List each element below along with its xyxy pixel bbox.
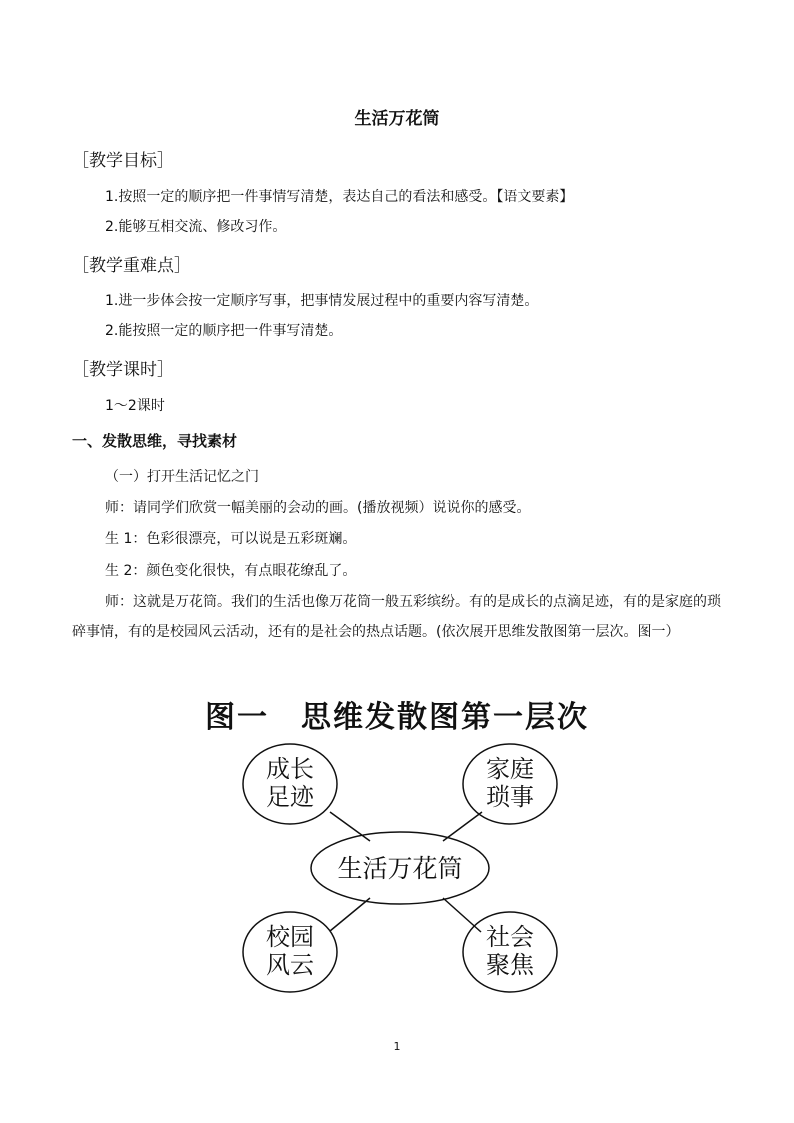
- dialogue-line-1: 师：请同学们欣赏一幅美丽的会动的画。(播放视频）说说你的感受。: [105, 500, 531, 516]
- node-2-line-2: 琐事: [486, 783, 534, 811]
- node-1-line-2: 足迹: [266, 783, 314, 811]
- periods-text: 1～2课时: [105, 398, 165, 414]
- page-number: 1: [393, 1040, 401, 1053]
- key-point-item-1: 1.进一步体会按一定顺序写事，把事情发展过程中的重要内容写清楚。: [105, 293, 539, 309]
- section-1-subheading: （一）打开生活记忆之门: [105, 469, 259, 485]
- heading-objectives: ［教学目标］: [72, 151, 174, 171]
- connector-bottom-left: [330, 898, 370, 931]
- figure-title: 图一 思维发散图第一层次: [205, 700, 589, 735]
- dialogue-line-2: 生 1：色彩很漂亮，可以说是五彩斑斓。: [105, 531, 357, 547]
- heading-key-points: ［教学重难点］: [72, 256, 191, 276]
- objective-item-1: 1.按照一定的顺序把一件事情写清楚，表达自己的看法和感受。【语文要素】: [105, 189, 574, 205]
- node-4-line-1: 社会: [486, 923, 534, 951]
- key-point-item-2: 2.能按照一定的顺序把一件事写清楚。: [105, 323, 343, 339]
- heading-periods: ［教学课时］: [72, 360, 174, 380]
- section-1-heading: 一、发散思维，寻找素材: [72, 432, 238, 450]
- dialogue-paragraph: 师：这就是万花筒。我们的生活也像万花筒一般五彩缤纷。有的是成长的点滴足迹，有的是家庭的琐碎事情，有的是校园风云活动，还有的是社会的热点话题。(依次展开思维发散图第一层次。图一）: [72, 594, 721, 640]
- dialogue-line-3: 生 2：颜色变化很快，有点眼花缭乱了。: [105, 563, 357, 579]
- node-2-line-1: 家庭: [486, 755, 534, 783]
- connector-top-right: [443, 812, 482, 841]
- document-title: 生活万花筒: [354, 109, 440, 129]
- connector-top-left: [330, 812, 370, 841]
- objective-item-2: 2.能够互相交流、修改习作。: [105, 219, 287, 235]
- node-3-line-1: 校园: [266, 923, 314, 951]
- mind-map-diagram: [230, 740, 570, 1000]
- node-4-line-2: 聚焦: [486, 951, 534, 979]
- node-1-line-1: 成长: [266, 755, 314, 783]
- node-3-line-2: 风云: [266, 951, 314, 979]
- connector-bottom-right: [443, 898, 481, 932]
- center-node-label: 生活万花筒: [337, 854, 463, 883]
